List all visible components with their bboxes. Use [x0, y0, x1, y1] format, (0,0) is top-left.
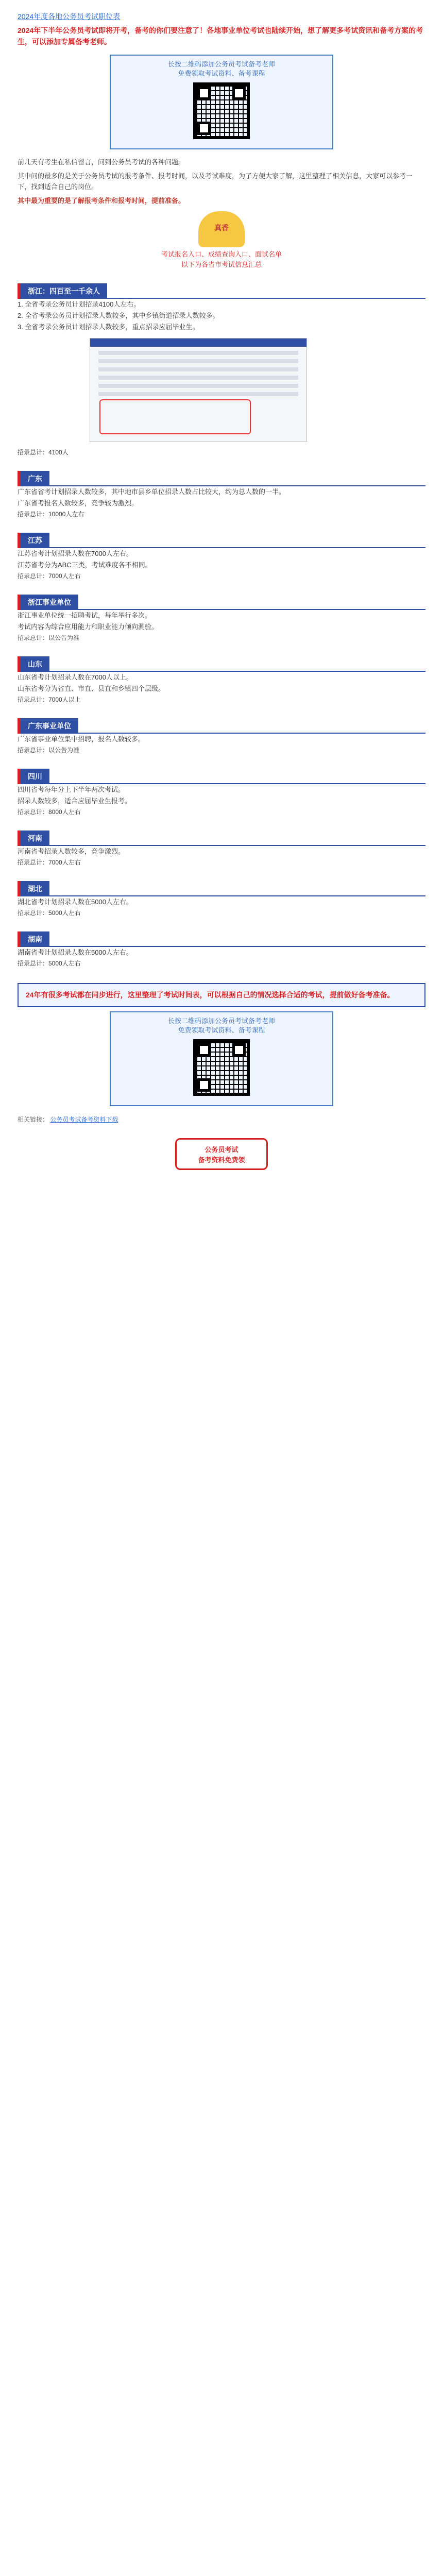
section-block	[18, 831, 425, 868]
badge-line2: 备考资料免费领	[198, 1156, 245, 1164]
qr-card-line2: 免费领取考试资料、备考课程	[178, 1026, 265, 1034]
section-source: 招录总计：7000人以上	[18, 696, 81, 703]
footer-link[interactable]: 公务员考试备考资料下载	[50, 1116, 118, 1123]
mascot-image	[198, 211, 245, 247]
section-title: 湖南	[18, 931, 49, 947]
section-source: 招录总计：7000人左右	[18, 859, 81, 866]
qr-card-line1: 长按二维码添加公务员考试备考老师	[167, 1017, 275, 1025]
section-title: 广东事业单位	[18, 718, 78, 734]
sections-list	[18, 283, 425, 969]
section-block	[18, 656, 425, 705]
section-block	[18, 931, 425, 969]
section-block	[18, 595, 425, 643]
section-item: 招录人数较多，适合应届毕业生报考。	[18, 797, 132, 805]
section-title: 四川	[18, 769, 49, 784]
qr-card-line2: 免费领取考试资料、备考课程	[178, 70, 265, 77]
section-source: 招录总计：以公告为准	[18, 747, 80, 754]
qr-card-bottom	[110, 1011, 333, 1106]
section-title: 广东	[18, 471, 49, 486]
section-block	[18, 718, 425, 755]
top-link[interactable]: 2024年度各地公务员考试职位表	[18, 12, 121, 21]
section-item: 江苏省考计划招录人数在7000人左右。	[18, 550, 133, 557]
section-source: 招录总计：10000人左右	[18, 511, 84, 518]
section-title: 河南	[18, 831, 49, 846]
section-item: 广东省省考计划招录人数较多，其中地市县乡单位招录人数占比较大，约为总人数的一半。	[18, 488, 286, 496]
qr-code-image[interactable]	[193, 82, 250, 139]
section-item: 山东省考计划招录人数在7000人以上。	[18, 673, 133, 681]
screenshot-image	[90, 338, 307, 442]
section-item: 山东省考分为省直、市直、县直和乡镇四个层级。	[18, 685, 165, 692]
intro-highlight: 其中最为重要的是了解报考条件和报考时间，提前准备。	[18, 197, 185, 205]
red-notice: 2024年下半年公务员考试即将开考，备考的你们要注意了！各地事业单位考试也陆续开始，想了解更多考试资讯和备考方案的考生，可以添加专属备考老师。	[18, 26, 423, 46]
section-block	[18, 533, 425, 581]
bottom-notice-box: 24年有很多考试都在同步进行，这里整理了考试时间表，可以根据自己的情况选择合适的考试，提前做好备考准备。	[18, 983, 425, 1007]
section-block	[18, 881, 425, 918]
section-item: 2. 全省考录公务员计划招录人数较多，其中乡镇街道招录人数较多。	[18, 312, 219, 319]
section-title: 山东	[18, 656, 49, 672]
section-block	[18, 283, 425, 457]
section-source: 招录总计：以公告为准	[18, 634, 80, 641]
footer-links	[18, 1114, 425, 1125]
section-item: 考试内容为综合应用能力和职业能力倾向测验。	[18, 623, 159, 631]
article-body	[18, 0, 425, 1170]
qr-card-line1: 长按二维码添加公务员考试备考老师	[167, 60, 275, 68]
section-source: 招录总计：7000人左右	[18, 572, 81, 580]
warning-line-1: 考试报名入口、成绩查询入口、面试名单	[161, 250, 282, 258]
section-item: 湖南省考计划招录人数在5000人左右。	[18, 948, 133, 956]
section-item: 江苏省考分为ABC三类，考试难度各不相同。	[18, 561, 152, 569]
section-source: 招录总计：5000人左右	[18, 960, 81, 967]
section-source: 招录总计：5000人左右	[18, 909, 81, 917]
promo-badge[interactable]	[175, 1138, 268, 1170]
section-title: 浙江：四百至一千余人	[18, 283, 107, 299]
section-item: 河南省考招录人数较多，竞争激烈。	[18, 848, 125, 855]
section-item: 浙江事业单位统一招聘考试，每年举行多次。	[18, 612, 152, 619]
section-item: 1. 全省考录公务员计划招录4100人左右。	[18, 300, 141, 308]
section-source: 招录总计：8000人左右	[18, 808, 81, 816]
section-item: 广东省事业单位集中招聘，报名人数较多。	[18, 735, 145, 743]
warning-line-2: 以下为各省市考试信息汇总	[181, 261, 262, 268]
section-title: 湖北	[18, 881, 49, 896]
section-item: 3. 全省考录公务员计划招录人数较多，重点招录应届毕业生。	[18, 323, 199, 331]
footer-label: 相关链接：	[18, 1116, 49, 1123]
section-block	[18, 769, 425, 817]
section-source: 招录总计：4100人	[18, 449, 69, 456]
section-item: 四川省考每年分上下半年两次考试。	[18, 786, 125, 793]
qr-card-top	[110, 55, 333, 149]
section-title: 浙江事业单位	[18, 595, 78, 610]
intro-paragraph-1: 前几天有考生在私信留言，问到公务员考试的各种问题。	[18, 158, 185, 166]
section-title: 江苏	[18, 533, 49, 548]
mascot-text: 真香	[214, 224, 229, 232]
intro-paragraph-2: 其中问的最多的是关于公务员考试的报考条件、报考时间，以及考试难度，为了方便大家了解，这里整理了相关信息，大家可以参考一下，找到适合自己的岗位。	[18, 172, 413, 191]
badge-line1: 公务员考试	[205, 1146, 238, 1154]
section-item: 广东省考报名人数较多，竞争较为激烈。	[18, 499, 139, 507]
qr-code-image[interactable]	[193, 1039, 250, 1096]
section-item: 湖北省考计划招录人数在5000人左右。	[18, 898, 133, 906]
section-block	[18, 471, 425, 519]
